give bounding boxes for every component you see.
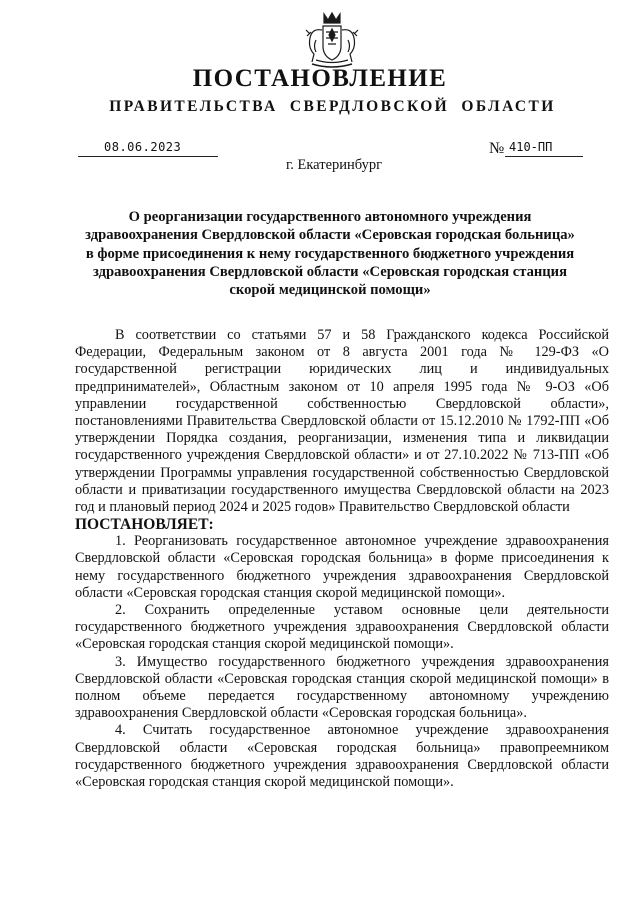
- decree-item-1: 1. Реорганизовать государственное автономное учреждение здравоохранения Свердловской области «Серовская городская больница» в форме присоединения к нему государственного бюджетного учреждения здравоохранения Свердловской области «Серовская городская станция скорой медицинской помощи».: [75, 533, 609, 601]
- decree-item-3: 3. Имущество государственного бюджетного учреждения здравоохранения Свердловской области «Серовская городская станция скорой медицинской помощи» в полном объеме передается государственному автономному учреждению здравоохранения Свердловской области «Серовская городская больница».: [75, 653, 609, 722]
- preamble-paragraph: В соответствии со статьями 57 и 58 Гражданского кодекса Российской Федерации, Федеральным законом от 8 августа 2001 года № 129-ФЗ «О государственной регистрации юридических лиц и индивидуальных предпринимателей», Областным законом от 10 апреля 1995 года № 9-ОЗ «Об управлении государственной собственностью Свердловской области», постановлениями Правительства Свердловской области от 15.12.2010 № 1792-ПП «Об утверждении Порядка создания, реорганизации, изменения типа и ликвидации государственного учреждения Свердловской области» и от 27.10.2022 № 713-ПП «Об утверждении Программы управления государственной собственностью Свердловской области и приватизации государственного имущества Свердловской области на 2023 год и плановый период 2024 и 2025 годов» Правительство Свердловской области: [75, 327, 609, 516]
- heading-line: в форме присоединения к нему государственного бюджетного учреждения: [85, 245, 575, 262]
- coat-of-arms-icon: [304, 10, 360, 70]
- document-title: ПОСТАНОВЛЕНИЕ: [192, 65, 448, 92]
- number-sign: №: [489, 140, 505, 157]
- heading-line: здравоохранения Свердловской области «Серовская городская больница»: [85, 227, 575, 244]
- document-body: [75, 327, 609, 791]
- decree-item-2: 2. Сохранить определенные уставом основные цели деятельности государственного бюджетного учреждения здравоохранения Свердловской области «Серовская городская станция скорой медицинской помощи».: [75, 602, 609, 653]
- document-heading: [80, 208, 580, 299]
- document-city: г. Екатеринбург: [285, 157, 383, 173]
- document-subtitle: ПРАВИТЕЛЬСТВА СВЕРДЛОВСКОЙ ОБЛАСТИ: [109, 98, 556, 115]
- heading-line: О реорганизации государственного автономного учреждения: [128, 209, 532, 225]
- heading-line: здравоохранения Свердловской области «Серовская городская станция: [92, 263, 567, 280]
- document-number: 410-ПП: [505, 138, 583, 157]
- decree-item-4: 4. Считать государственное автономное учреждение здравоохранения Свердловской области «Серовская городская больница» правопреемником государственного бюджетного учреждения здравоохранения Свердловской области «Серовская городская станция скорой медицинской помощи».: [75, 722, 609, 791]
- heading-line: скорой медицинской помощи»: [229, 282, 431, 299]
- document-date: 08.06.2023: [78, 138, 218, 157]
- decree-word: ПОСТАНОВЛЯЕТ:: [75, 516, 214, 534]
